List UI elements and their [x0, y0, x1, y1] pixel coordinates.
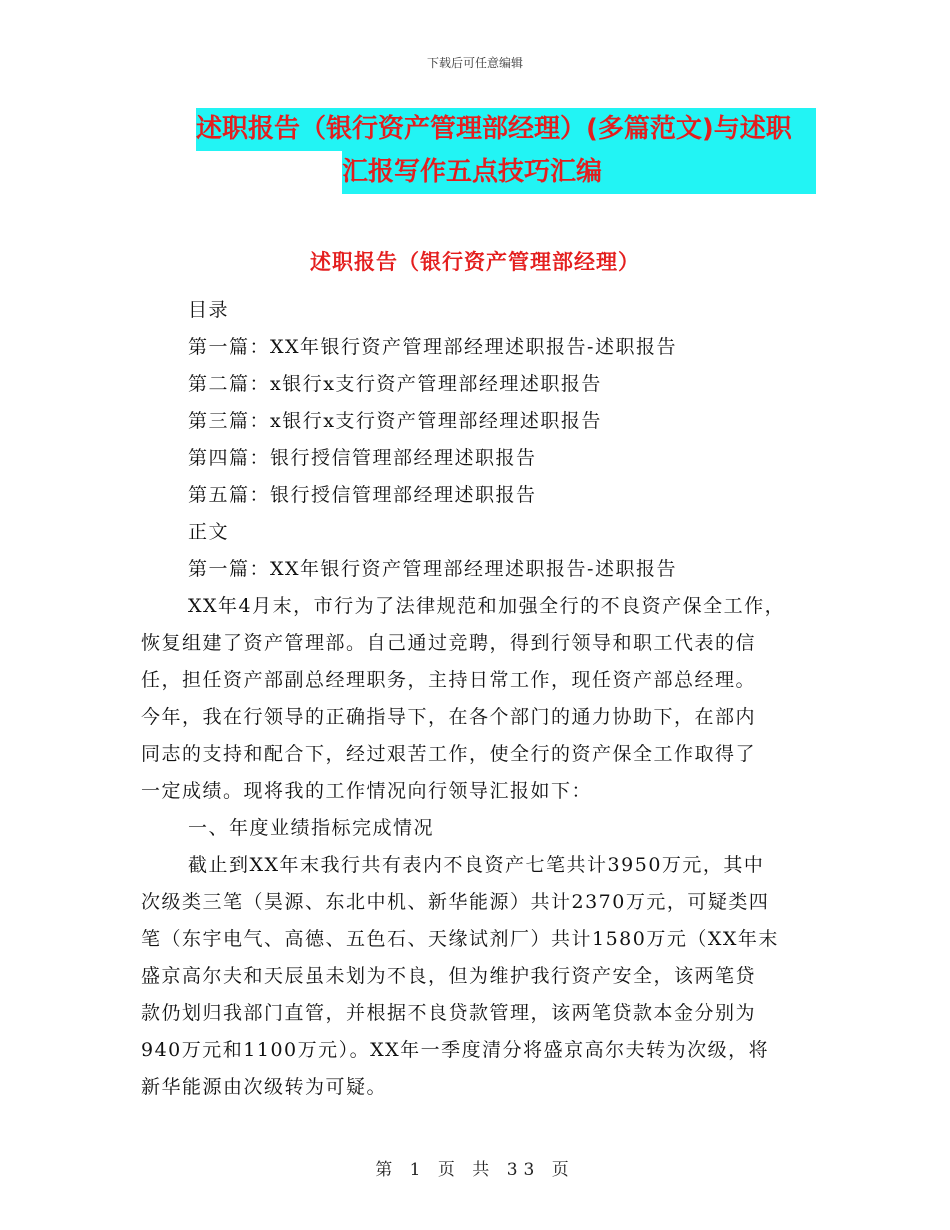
body-heading: 正文	[188, 521, 230, 543]
section-heading: 一、年度业绩指标完成情况	[188, 817, 435, 839]
toc-item: 第三篇：x银行x支行资产管理部经理述职报告	[188, 410, 602, 432]
paragraph-line: 今年，我在行领导的正确指导下，在各个部门的通力协助下，在部内	[141, 706, 757, 728]
paragraph-line: 截止到XX年末我行共有表内不良资产七笔共计3950万元，其中	[188, 854, 765, 876]
toc-item: 第二篇：x银行x支行资产管理部经理述职报告	[188, 373, 602, 395]
paragraph-line: 笔（东宇电气、高德、五色石、天缘试剂厂）共计1580万元（XX年末	[141, 928, 779, 950]
title-line-2: 汇报写作五点技巧汇编	[342, 157, 603, 187]
toc-item: 第四篇：银行授信管理部经理述职报告	[188, 447, 537, 469]
document-body	[141, 292, 811, 1106]
paragraph-line: XX年4月末，市行为了法律规范和加强全行的不良资产保全工作，	[188, 595, 786, 617]
paragraph-line: 款仍划归我部门直管，并根据不良贷款管理，该两笔贷款本金分别为	[141, 1002, 757, 1024]
paragraph-line: 恢复组建了资产管理部。自己通过竞聘，得到行领导和职工代表的信	[141, 632, 757, 654]
section-title: 述职报告（银行资产管理部经理）	[310, 250, 640, 274]
document-title	[196, 108, 816, 194]
paragraph-line: 940万元和1100万元）。XX年一季度清分将盛京高尔夫转为次级，将	[141, 1039, 770, 1061]
toc-heading: 目录	[188, 299, 230, 321]
page-number: 第 1 页 共 33 页	[375, 1160, 575, 1180]
paragraph-line: 次级类三笔（昊源、东北中机、新华能源）共计2370万元，可疑类四	[141, 891, 770, 913]
paragraph-line: 一定成绩。现将我的工作情况向行领导汇报如下：	[141, 780, 593, 802]
first-section-heading: 第一篇：XX年银行资产管理部经理述职报告-述职报告	[188, 558, 677, 580]
paragraph-line: 同志的支持和配合下，经过艰苦工作，使全行的资产保全工作取得了	[141, 743, 757, 765]
toc-item: 第一篇：XX年银行资产管理部经理述职报告-述职报告	[188, 336, 677, 358]
paragraph-line: 新华能源由次级转为可疑。	[141, 1076, 388, 1098]
toc-item: 第五篇：银行授信管理部经理述职报告	[188, 484, 537, 506]
paragraph-line: 任，担任资产部副总经理职务，主持日常工作，现任资产部总经理。	[141, 669, 757, 691]
title-line-1: 述职报告（银行资产管理部经理）(多篇范文)与述职	[196, 114, 792, 144]
header-note: 下载后可任意编辑	[426, 56, 523, 70]
paragraph-line: 盛京高尔夫和天辰虽未划为不良，但为维护我行资产安全，该两笔贷	[141, 965, 757, 987]
